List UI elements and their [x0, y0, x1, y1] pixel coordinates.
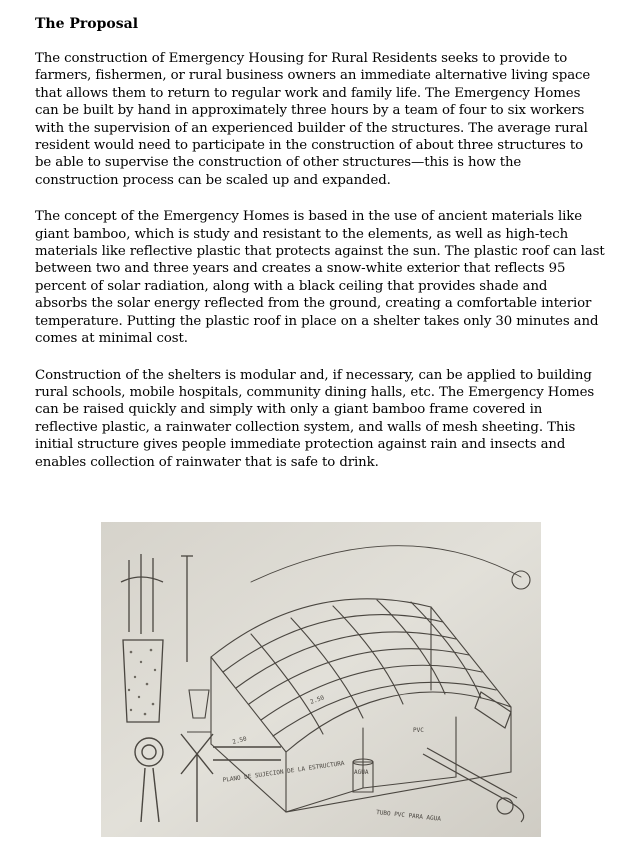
- paragraph-line: between two and three years and creates a snow-white exterior that reflects 95: [35, 261, 566, 277]
- paragraph-line: absorbs the solar energy reflected from the ground, creating a comfortable interior: [35, 296, 592, 312]
- paragraph-2: [35, 208, 611, 347]
- paragraph-line: percent of solar radiation, along with a black ceiling that provides shade and: [35, 278, 548, 294]
- paragraph-line: construction process can be scaled up and expanded.: [35, 172, 391, 188]
- paragraph-line: reflective plastic, a rainwater collection system, and walls of mesh sheeting. This: [35, 419, 576, 435]
- small-note: PVC: [413, 727, 424, 734]
- paragraph-line: materials like reflective plastic that protects against the sun. The plastic roof can last: [35, 244, 605, 260]
- shelter-sketch-figure: [101, 522, 541, 837]
- paragraph-line: comes at minimal cost.: [35, 331, 188, 347]
- paragraph-line: The concept of the Emergency Homes is based in the use of ancient materials like: [35, 209, 582, 225]
- paragraph-line: enables collection of rainwater that is safe to drink.: [35, 454, 379, 470]
- pole-height-label: 2.50: [231, 735, 248, 746]
- paragraph-line: rural schools, mobile hospitals, community dining halls, etc. The Emergency Homes: [35, 384, 595, 400]
- document-page: [35, 14, 611, 490]
- paragraph-3: [35, 367, 611, 471]
- shelter-sketch-drawing: [101, 522, 541, 837]
- side-note-bottom: TUBO PVC PARA AGUA: [375, 809, 442, 823]
- paragraph-line: Construction of the shelters is modular and, if necessary, can be applied to building: [35, 367, 592, 383]
- paragraph-line: can be raised quickly and simply with only a giant bamboo frame covered in: [35, 402, 543, 418]
- document-title: The Proposal: [35, 16, 139, 32]
- paragraph-line: that allows them to return to regular work and family life. The Emergency Homes: [35, 85, 581, 101]
- paragraph-line: giant bamboo, which is study and resistant to the elements, as well as high-tech: [35, 226, 569, 242]
- paragraph-line: can be built by hand in approximately three hours by a team of four to six workers: [35, 103, 585, 119]
- paragraph-line: resident would need to participate in the construction of about three structures to: [35, 138, 584, 154]
- sketch-paper: [101, 522, 541, 837]
- paragraph-line: temperature. Putting the plastic roof in place on a shelter takes only 30 minutes and: [35, 313, 599, 329]
- paragraph-line: The construction of Emergency Housing for Rural Residents seeks to provide to: [35, 51, 568, 66]
- paragraph-line: farmers, fishermen, or rural business owners an immediate alternative living space: [35, 68, 591, 84]
- paragraph-1: [35, 50, 611, 189]
- paragraph-line: initial structure gives people immediate protection against rain and insects and: [35, 437, 566, 453]
- roof-label: 2.50: [309, 694, 326, 706]
- side-note-left: PLANO DE SUJECION DE LA ESTRUCTURA: [222, 759, 345, 784]
- tank-label: AGUA: [354, 769, 369, 776]
- paragraph-line: with the supervision of an experienced builder of the structures. The average rural: [35, 120, 588, 136]
- paragraph-line: be able to supervise the construction of other structures—this is how the: [35, 155, 522, 171]
